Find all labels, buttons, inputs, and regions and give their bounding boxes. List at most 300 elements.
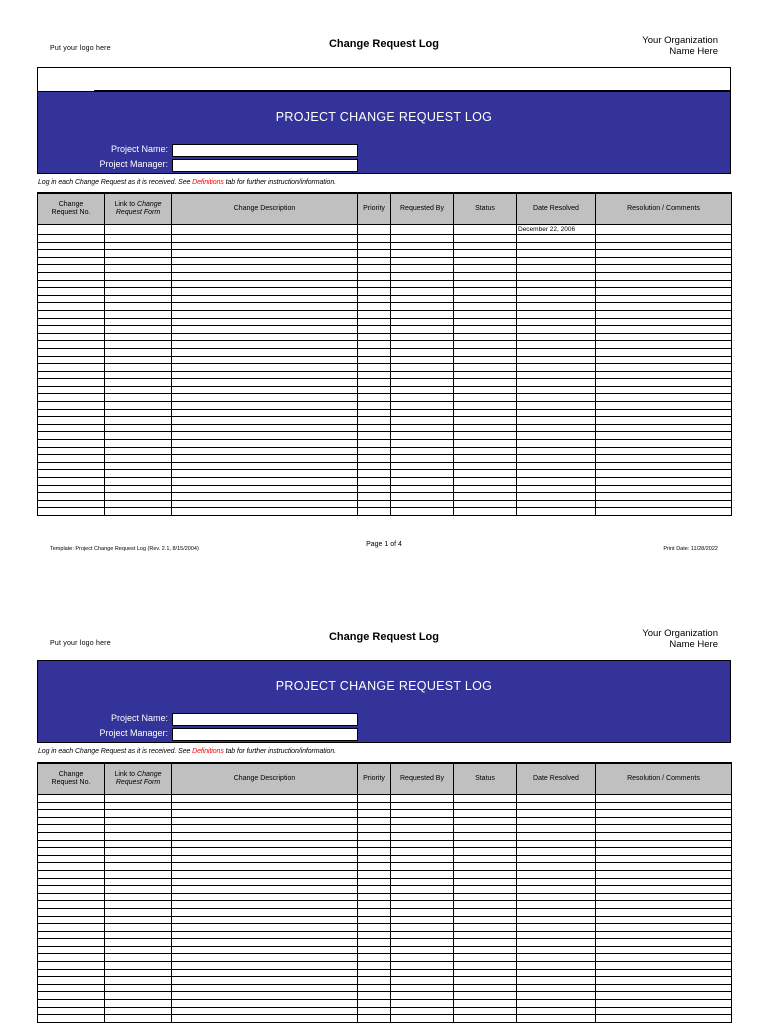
- table-cell[interactable]: [391, 440, 454, 448]
- table-cell[interactable]: [596, 795, 732, 803]
- table-cell[interactable]: [358, 424, 391, 432]
- table-cell[interactable]: [358, 485, 391, 493]
- table-cell[interactable]: [517, 1000, 596, 1008]
- table-cell[interactable]: [105, 870, 172, 878]
- table-cell[interactable]: [358, 402, 391, 410]
- table-cell[interactable]: [38, 863, 105, 871]
- table-cell[interactable]: [358, 840, 391, 848]
- table-cell[interactable]: [454, 886, 517, 894]
- project-name-field[interactable]: [172, 713, 358, 726]
- table-cell[interactable]: [38, 855, 105, 863]
- table-cell[interactable]: [517, 235, 596, 243]
- table-cell[interactable]: [391, 969, 454, 977]
- table-cell[interactable]: [105, 295, 172, 303]
- table-cell[interactable]: [517, 470, 596, 478]
- table-cell[interactable]: [38, 493, 105, 501]
- table-cell[interactable]: [596, 939, 732, 947]
- table-cell[interactable]: [454, 863, 517, 871]
- table-cell[interactable]: [596, 379, 732, 387]
- table-cell[interactable]: [454, 295, 517, 303]
- table-cell[interactable]: [105, 1000, 172, 1008]
- table-cell[interactable]: [38, 500, 105, 508]
- table-cell[interactable]: [172, 916, 358, 924]
- table-cell[interactable]: [596, 348, 732, 356]
- table-cell[interactable]: [358, 969, 391, 977]
- table-cell[interactable]: [38, 272, 105, 280]
- table-cell[interactable]: [454, 470, 517, 478]
- table-cell[interactable]: [105, 924, 172, 932]
- table-cell[interactable]: [391, 924, 454, 932]
- table-cell[interactable]: [454, 946, 517, 954]
- table-cell[interactable]: [596, 931, 732, 939]
- table-cell[interactable]: [596, 840, 732, 848]
- table-cell[interactable]: [38, 908, 105, 916]
- table-cell[interactable]: [517, 242, 596, 250]
- table-cell[interactable]: [454, 424, 517, 432]
- table-cell[interactable]: [105, 235, 172, 243]
- table-cell[interactable]: [38, 318, 105, 326]
- table-cell[interactable]: [358, 810, 391, 818]
- table-cell[interactable]: [391, 364, 454, 372]
- table-cell[interactable]: [391, 893, 454, 901]
- table-cell[interactable]: [358, 954, 391, 962]
- table-cell[interactable]: [596, 493, 732, 501]
- table-cell[interactable]: [38, 1000, 105, 1008]
- table-cell[interactable]: [517, 870, 596, 878]
- table-cell[interactable]: [38, 946, 105, 954]
- table-cell[interactable]: [105, 348, 172, 356]
- table-cell[interactable]: [596, 371, 732, 379]
- table-cell[interactable]: [391, 455, 454, 463]
- table-cell[interactable]: [172, 969, 358, 977]
- table-cell[interactable]: [172, 470, 358, 478]
- table-cell[interactable]: [172, 417, 358, 425]
- table-cell[interactable]: [38, 356, 105, 364]
- table-cell[interactable]: [517, 832, 596, 840]
- table-cell[interactable]: [172, 455, 358, 463]
- table-cell[interactable]: [517, 447, 596, 455]
- table-cell[interactable]: [517, 962, 596, 970]
- table-cell[interactable]: [172, 931, 358, 939]
- table-cell[interactable]: [391, 386, 454, 394]
- table-cell[interactable]: [105, 908, 172, 916]
- table-cell[interactable]: [172, 500, 358, 508]
- table-cell[interactable]: [358, 348, 391, 356]
- table-cell[interactable]: [172, 394, 358, 402]
- table-cell[interactable]: [517, 802, 596, 810]
- table-cell[interactable]: [391, 886, 454, 894]
- table-cell[interactable]: [517, 855, 596, 863]
- table-cell[interactable]: [358, 931, 391, 939]
- table-cell[interactable]: [358, 863, 391, 871]
- table-cell[interactable]: [596, 825, 732, 833]
- table-cell[interactable]: [358, 939, 391, 947]
- table-cell[interactable]: [596, 265, 732, 273]
- table-cell[interactable]: [454, 379, 517, 387]
- table-cell[interactable]: [391, 394, 454, 402]
- table-cell[interactable]: [454, 969, 517, 977]
- table-cell[interactable]: [38, 402, 105, 410]
- table-cell[interactable]: [172, 265, 358, 273]
- table-cell[interactable]: [105, 901, 172, 909]
- table-cell[interactable]: [454, 802, 517, 810]
- table-cell[interactable]: [517, 265, 596, 273]
- table-cell[interactable]: [517, 863, 596, 871]
- table-cell[interactable]: [391, 288, 454, 296]
- table-cell[interactable]: [517, 500, 596, 508]
- table-cell[interactable]: [38, 840, 105, 848]
- table-cell[interactable]: [391, 356, 454, 364]
- table-cell[interactable]: [517, 455, 596, 463]
- table-cell[interactable]: [391, 500, 454, 508]
- table-cell[interactable]: [596, 817, 732, 825]
- table-cell[interactable]: [391, 265, 454, 273]
- table-cell[interactable]: [172, 288, 358, 296]
- table-cell[interactable]: [105, 386, 172, 394]
- table-cell[interactable]: [517, 341, 596, 349]
- table-cell[interactable]: [517, 908, 596, 916]
- table-cell[interactable]: [454, 310, 517, 318]
- table-cell[interactable]: [358, 242, 391, 250]
- table-cell[interactable]: [105, 288, 172, 296]
- table-cell[interactable]: [517, 280, 596, 288]
- table-cell[interactable]: [105, 364, 172, 372]
- table-cell[interactable]: [105, 303, 172, 311]
- table-cell[interactable]: [596, 402, 732, 410]
- table-cell[interactable]: [358, 265, 391, 273]
- table-cell[interactable]: [38, 825, 105, 833]
- table-cell[interactable]: [391, 810, 454, 818]
- table-cell[interactable]: [38, 924, 105, 932]
- table-cell[interactable]: [172, 1000, 358, 1008]
- project-manager-field[interactable]: [172, 728, 358, 741]
- table-cell[interactable]: [596, 893, 732, 901]
- table-cell[interactable]: [38, 485, 105, 493]
- table-cell[interactable]: [105, 962, 172, 970]
- table-cell[interactable]: [596, 470, 732, 478]
- table-cell[interactable]: [38, 424, 105, 432]
- table-cell[interactable]: [596, 310, 732, 318]
- table-cell[interactable]: [517, 288, 596, 296]
- table-cell[interactable]: [391, 333, 454, 341]
- table-cell[interactable]: [105, 992, 172, 1000]
- table-cell[interactable]: [358, 280, 391, 288]
- table-cell[interactable]: [38, 250, 105, 258]
- table-cell[interactable]: [38, 371, 105, 379]
- table-cell[interactable]: [358, 470, 391, 478]
- table-cell[interactable]: [172, 870, 358, 878]
- table-cell[interactable]: [105, 1015, 172, 1023]
- table-cell[interactable]: [391, 878, 454, 886]
- table-cell[interactable]: [172, 1007, 358, 1015]
- table-cell[interactable]: [172, 379, 358, 387]
- table-cell[interactable]: [454, 455, 517, 463]
- table-cell[interactable]: [454, 288, 517, 296]
- table-cell[interactable]: [454, 402, 517, 410]
- table-cell[interactable]: [517, 432, 596, 440]
- table-cell[interactable]: [517, 478, 596, 486]
- table-cell[interactable]: [105, 371, 172, 379]
- table-cell[interactable]: [172, 508, 358, 516]
- table-cell[interactable]: [172, 886, 358, 894]
- table-cell[interactable]: [454, 333, 517, 341]
- table-cell[interactable]: [172, 333, 358, 341]
- table-cell[interactable]: [517, 931, 596, 939]
- table-cell[interactable]: [454, 508, 517, 516]
- table-cell[interactable]: [358, 364, 391, 372]
- table-cell[interactable]: [391, 341, 454, 349]
- table-cell[interactable]: [391, 424, 454, 432]
- table-cell[interactable]: [391, 954, 454, 962]
- table-cell[interactable]: [517, 440, 596, 448]
- table-cell[interactable]: [358, 916, 391, 924]
- table-cell[interactable]: [596, 832, 732, 840]
- table-cell[interactable]: [105, 1007, 172, 1015]
- table-cell[interactable]: [358, 394, 391, 402]
- table-cell[interactable]: [358, 878, 391, 886]
- table-cell[interactable]: [391, 1000, 454, 1008]
- table-cell[interactable]: [454, 394, 517, 402]
- table-cell[interactable]: [38, 810, 105, 818]
- table-cell[interactable]: [172, 364, 358, 372]
- table-cell[interactable]: [454, 1015, 517, 1023]
- table-cell[interactable]: [38, 969, 105, 977]
- table-cell[interactable]: [172, 485, 358, 493]
- table-cell[interactable]: [391, 417, 454, 425]
- table-cell[interactable]: [172, 447, 358, 455]
- table-cell[interactable]: [172, 962, 358, 970]
- table-cell[interactable]: [454, 485, 517, 493]
- table-cell[interactable]: [454, 447, 517, 455]
- table-cell[interactable]: [596, 318, 732, 326]
- table-cell[interactable]: [454, 817, 517, 825]
- table-cell[interactable]: [105, 440, 172, 448]
- table-cell[interactable]: [517, 485, 596, 493]
- table-cell[interactable]: [391, 402, 454, 410]
- definitions-link[interactable]: Definitions: [192, 748, 224, 755]
- table-cell[interactable]: [358, 855, 391, 863]
- table-cell[interactable]: [391, 303, 454, 311]
- table-cell[interactable]: [358, 817, 391, 825]
- table-cell[interactable]: [454, 326, 517, 334]
- table-cell[interactable]: [38, 901, 105, 909]
- table-cell[interactable]: [391, 1015, 454, 1023]
- table-cell[interactable]: [391, 992, 454, 1000]
- table-cell[interactable]: [105, 379, 172, 387]
- table-cell[interactable]: [517, 310, 596, 318]
- table-cell[interactable]: [596, 946, 732, 954]
- table-cell[interactable]: [596, 432, 732, 440]
- table-cell[interactable]: [358, 341, 391, 349]
- table-cell[interactable]: [172, 848, 358, 856]
- table-cell[interactable]: [391, 802, 454, 810]
- table-cell[interactable]: [38, 916, 105, 924]
- table-cell[interactable]: [358, 795, 391, 803]
- table-cell[interactable]: [454, 810, 517, 818]
- table-cell[interactable]: [172, 409, 358, 417]
- table-cell[interactable]: [391, 318, 454, 326]
- table-cell[interactable]: [172, 840, 358, 848]
- table-cell[interactable]: [454, 977, 517, 985]
- table-cell[interactable]: [38, 288, 105, 296]
- table-cell[interactable]: [105, 825, 172, 833]
- table-cell[interactable]: [517, 817, 596, 825]
- table-cell[interactable]: [596, 870, 732, 878]
- table-cell[interactable]: [105, 333, 172, 341]
- table-cell[interactable]: [38, 508, 105, 516]
- table-cell[interactable]: [105, 310, 172, 318]
- table-cell[interactable]: [454, 795, 517, 803]
- table-cell[interactable]: [454, 992, 517, 1000]
- table-cell[interactable]: [391, 295, 454, 303]
- table-cell[interactable]: [105, 817, 172, 825]
- table-cell[interactable]: [105, 225, 172, 235]
- table-cell[interactable]: [105, 795, 172, 803]
- table-cell[interactable]: [358, 924, 391, 932]
- table-cell[interactable]: [391, 409, 454, 417]
- table-cell[interactable]: [172, 250, 358, 258]
- table-cell[interactable]: [596, 356, 732, 364]
- table-cell[interactable]: [454, 250, 517, 258]
- table-cell[interactable]: [454, 417, 517, 425]
- table-cell[interactable]: [105, 939, 172, 947]
- table-cell[interactable]: [517, 272, 596, 280]
- table-cell[interactable]: [596, 878, 732, 886]
- table-cell[interactable]: [105, 409, 172, 417]
- table-cell[interactable]: [358, 379, 391, 387]
- table-cell[interactable]: [38, 348, 105, 356]
- table-cell[interactable]: [454, 832, 517, 840]
- table-cell[interactable]: [38, 440, 105, 448]
- table-cell[interactable]: [517, 977, 596, 985]
- table-cell[interactable]: [172, 878, 358, 886]
- table-cell[interactable]: [358, 802, 391, 810]
- table-cell[interactable]: [358, 992, 391, 1000]
- table-cell[interactable]: [38, 364, 105, 372]
- table-cell[interactable]: [517, 1015, 596, 1023]
- table-cell[interactable]: [391, 280, 454, 288]
- table-cell[interactable]: [38, 817, 105, 825]
- table-cell[interactable]: [38, 977, 105, 985]
- table-cell[interactable]: [517, 295, 596, 303]
- table-cell[interactable]: [454, 1007, 517, 1015]
- table-cell[interactable]: [358, 333, 391, 341]
- table-cell[interactable]: [454, 235, 517, 243]
- table-cell[interactable]: [172, 348, 358, 356]
- table-cell[interactable]: [358, 1007, 391, 1015]
- table-cell[interactable]: [517, 946, 596, 954]
- table-cell[interactable]: [391, 817, 454, 825]
- table-cell[interactable]: [38, 432, 105, 440]
- table-cell[interactable]: [172, 386, 358, 394]
- table-cell[interactable]: [38, 386, 105, 394]
- table-cell[interactable]: [105, 977, 172, 985]
- table-cell[interactable]: [38, 225, 105, 235]
- table-cell[interactable]: [517, 916, 596, 924]
- table-cell[interactable]: [596, 508, 732, 516]
- table-cell[interactable]: [517, 969, 596, 977]
- table-cell[interactable]: [517, 356, 596, 364]
- table-cell[interactable]: [38, 992, 105, 1000]
- table-cell[interactable]: [454, 908, 517, 916]
- table-cell[interactable]: [596, 440, 732, 448]
- table-cell[interactable]: [38, 795, 105, 803]
- table-cell[interactable]: [517, 250, 596, 258]
- table-cell[interactable]: [172, 478, 358, 486]
- table-cell[interactable]: [596, 863, 732, 871]
- table-cell[interactable]: [517, 326, 596, 334]
- table-cell[interactable]: [38, 931, 105, 939]
- table-cell[interactable]: [454, 432, 517, 440]
- table-cell[interactable]: [596, 848, 732, 856]
- table-cell[interactable]: [105, 326, 172, 334]
- table-cell[interactable]: [105, 493, 172, 501]
- table-cell[interactable]: [172, 272, 358, 280]
- table-cell[interactable]: [596, 225, 732, 235]
- table-cell[interactable]: [454, 386, 517, 394]
- table-cell[interactable]: [358, 235, 391, 243]
- table-cell[interactable]: [517, 394, 596, 402]
- table-cell[interactable]: [105, 341, 172, 349]
- table-cell[interactable]: [172, 977, 358, 985]
- table-cell[interactable]: [391, 901, 454, 909]
- table-cell[interactable]: [358, 295, 391, 303]
- table-cell[interactable]: [391, 379, 454, 387]
- table-cell[interactable]: [38, 303, 105, 311]
- table-cell[interactable]: [358, 326, 391, 334]
- table-cell[interactable]: [38, 242, 105, 250]
- table-cell[interactable]: [391, 257, 454, 265]
- table-cell[interactable]: [105, 318, 172, 326]
- table-cell[interactable]: [38, 257, 105, 265]
- table-cell[interactable]: [105, 470, 172, 478]
- table-cell[interactable]: [596, 250, 732, 258]
- table-cell[interactable]: [517, 848, 596, 856]
- table-cell[interactable]: [517, 825, 596, 833]
- table-cell[interactable]: [454, 440, 517, 448]
- table-cell[interactable]: [517, 333, 596, 341]
- table-cell[interactable]: [105, 257, 172, 265]
- table-cell[interactable]: [358, 447, 391, 455]
- table-cell[interactable]: [596, 908, 732, 916]
- table-cell[interactable]: [454, 931, 517, 939]
- table-cell[interactable]: [517, 462, 596, 470]
- table-cell[interactable]: [454, 303, 517, 311]
- table-cell[interactable]: [517, 348, 596, 356]
- table-cell[interactable]: [358, 825, 391, 833]
- table-cell[interactable]: [358, 1015, 391, 1023]
- table-cell[interactable]: [596, 424, 732, 432]
- table-cell[interactable]: [391, 984, 454, 992]
- table-cell[interactable]: [172, 908, 358, 916]
- table-cell[interactable]: [596, 280, 732, 288]
- table-cell[interactable]: [358, 386, 391, 394]
- table-cell[interactable]: [596, 295, 732, 303]
- table-cell[interactable]: [358, 870, 391, 878]
- table-cell[interactable]: [517, 303, 596, 311]
- table-cell[interactable]: [105, 447, 172, 455]
- table-cell[interactable]: [391, 235, 454, 243]
- table-cell[interactable]: [454, 280, 517, 288]
- table-cell[interactable]: [391, 1007, 454, 1015]
- table-cell[interactable]: [105, 280, 172, 288]
- table-cell[interactable]: [596, 855, 732, 863]
- table-cell[interactable]: [517, 954, 596, 962]
- table-cell[interactable]: [172, 825, 358, 833]
- table-cell[interactable]: [596, 1015, 732, 1023]
- table-cell[interactable]: [391, 310, 454, 318]
- table-cell[interactable]: [358, 1000, 391, 1008]
